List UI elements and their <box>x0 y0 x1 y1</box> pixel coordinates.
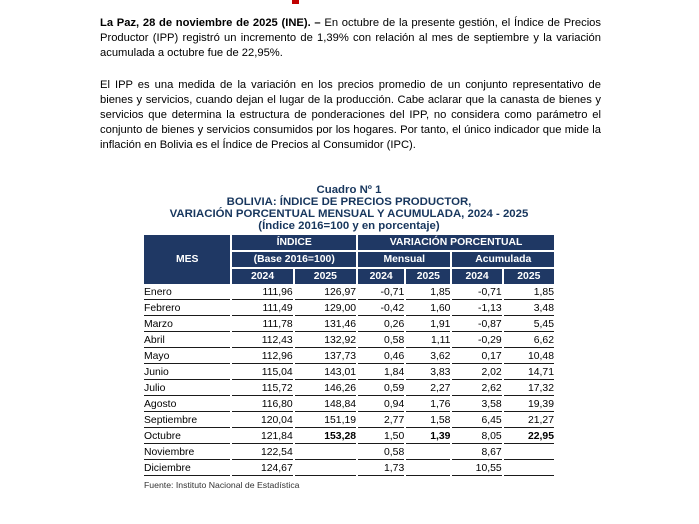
value-cell: 10,48 <box>504 350 554 364</box>
header-year-indice-2025: 2025 <box>295 269 356 284</box>
header-year-mensual-2025: 2025 <box>406 269 450 284</box>
value-cell: 2,77 <box>358 414 404 428</box>
value-cell <box>295 446 356 460</box>
table-row <box>144 446 554 460</box>
table-row <box>144 286 554 300</box>
header-year-indice-2024: 2024 <box>232 269 292 284</box>
month-cell: Diciembre <box>144 462 230 476</box>
intro-paragraph-1 <box>100 16 601 61</box>
value-cell: 6,45 <box>452 414 501 428</box>
value-cell: 1,85 <box>504 286 554 300</box>
value-cell: 1,50 <box>358 430 404 444</box>
month-cell: Junio <box>144 366 230 380</box>
value-cell: -0,71 <box>452 286 501 300</box>
header-variacion-porcentual: VARIACIÓN PORCENTUAL <box>358 235 554 250</box>
value-cell: 2,27 <box>406 382 450 396</box>
cuadro-1-section <box>142 185 556 490</box>
value-cell: 132,92 <box>295 334 356 348</box>
value-cell: 0,58 <box>358 446 404 460</box>
value-cell: 148,84 <box>295 398 356 412</box>
value-cell-highlight: 153,28 <box>295 430 356 444</box>
table-row-octubre <box>144 430 554 444</box>
month-cell: Mayo <box>144 350 230 364</box>
value-cell: 146,26 <box>295 382 356 396</box>
header-base-2016: (Base 2016=100) <box>232 252 356 267</box>
value-cell: 0,46 <box>358 350 404 364</box>
table-row <box>144 462 554 476</box>
value-cell: 126,97 <box>295 286 356 300</box>
month-cell: Febrero <box>144 302 230 316</box>
value-cell: 0,17 <box>452 350 501 364</box>
header-year-mensual-2024: 2024 <box>358 269 404 284</box>
month-cell: Noviembre <box>144 446 230 460</box>
value-cell: 3,83 <box>406 366 450 380</box>
value-cell: 116,80 <box>232 398 292 412</box>
value-cell: 0,94 <box>358 398 404 412</box>
month-cell: Enero <box>144 286 230 300</box>
value-cell: 0,26 <box>358 318 404 332</box>
month-cell: Septiembre <box>144 414 230 428</box>
value-cell: 1,85 <box>406 286 450 300</box>
header-year-acumulada-2024: 2024 <box>452 269 501 284</box>
header-year-acumulada-2025: 2025 <box>504 269 554 284</box>
value-cell: 112,43 <box>232 334 292 348</box>
table-row <box>144 334 554 348</box>
table-title-line-3: VARIACIÓN PORCENTUAL MENSUAL Y ACUMULADA, 2024 - 2025 <box>169 207 529 220</box>
value-cell: 2,02 <box>452 366 501 380</box>
value-cell: 21,27 <box>504 414 554 428</box>
value-cell: 10,55 <box>452 462 501 476</box>
value-cell: 143,01 <box>295 366 356 380</box>
value-cell: 121,84 <box>232 430 292 444</box>
value-cell: 3,48 <box>504 302 554 316</box>
table-row <box>144 318 554 332</box>
value-cell: 112,96 <box>232 350 292 364</box>
value-cell: 120,04 <box>232 414 292 428</box>
header-acumulada: Acumulada <box>452 252 554 267</box>
value-cell: 3,62 <box>406 350 450 364</box>
table-row <box>144 302 554 316</box>
value-cell: 115,72 <box>232 382 292 396</box>
value-cell: 5,45 <box>504 318 554 332</box>
value-cell-highlight: 1,39 <box>406 430 450 444</box>
value-cell: 137,73 <box>295 350 356 364</box>
value-cell: 1,91 <box>406 318 450 332</box>
value-cell: 3,58 <box>452 398 501 412</box>
value-cell: 111,49 <box>232 302 292 316</box>
value-cell: 0,59 <box>358 382 404 396</box>
intro-section <box>100 16 601 153</box>
table-title-line-1: Cuadro Nº 1 <box>316 184 382 196</box>
value-cell: 129,00 <box>295 302 356 316</box>
ipp-table <box>142 233 556 478</box>
value-cell: -0,87 <box>452 318 501 332</box>
value-cell: 111,96 <box>232 286 292 300</box>
table-title-line-4: (Índice 2016=100 y en porcentaje) <box>258 219 440 232</box>
value-cell: 124,67 <box>232 462 292 476</box>
value-cell-highlight: 22,95 <box>504 430 554 444</box>
value-cell: -1,13 <box>452 302 501 316</box>
value-cell <box>504 446 554 460</box>
value-cell: 8,67 <box>452 446 501 460</box>
value-cell: 1,84 <box>358 366 404 380</box>
table-title-line-2: BOLIVIA: ÍNDICE DE PRECIOS PRODUCTOR, <box>226 195 472 208</box>
value-cell: 1,60 <box>406 302 450 316</box>
value-cell: 8,05 <box>452 430 501 444</box>
table-row <box>144 382 554 396</box>
value-cell <box>406 446 450 460</box>
value-cell: 1,76 <box>406 398 450 412</box>
table-row <box>144 350 554 364</box>
header-indice: ÍNDICE <box>232 235 356 250</box>
intro-paragraph-2: El IPP es una medida de la variación en los precios promedio de un conjunto representativo de bienes y servicios, cuando dejan el lugar de la producción. Cabe aclarar que la canasta de bienes y servicios que determina la estructura de ponderaciones del IPP, no considera como parámetro el conjunto de bienes y servicios consumidos por los hogares. Por tanto, el único indicador que mide la inflación en Bolivia es el Índice de Precios al Consumidor (IPC). <box>100 79 601 151</box>
value-cell: 2,62 <box>452 382 501 396</box>
value-cell: 14,71 <box>504 366 554 380</box>
value-cell: 131,46 <box>295 318 356 332</box>
value-cell: 1,11 <box>406 334 450 348</box>
value-cell: 151,19 <box>295 414 356 428</box>
red-logo-fragment <box>292 0 299 4</box>
value-cell: 17,32 <box>504 382 554 396</box>
value-cell: 115,04 <box>232 366 292 380</box>
month-cell: Abril <box>144 334 230 348</box>
value-cell: 122,54 <box>232 446 292 460</box>
value-cell <box>504 462 554 476</box>
intro-paragraph-1-text: En octubre de la presente gestión, el Índice de Precios Productor (IPP) registró un incremento de 1,39% con relación al mes de septiembre y la variación acumulada a octubre fue de 22,95%. <box>100 17 601 59</box>
month-cell: Julio <box>144 382 230 396</box>
value-cell <box>295 462 356 476</box>
table-row <box>144 366 554 380</box>
value-cell: 1,58 <box>406 414 450 428</box>
table-row <box>144 414 554 428</box>
source-note: Fuente: Instituto Nacional de Estadística <box>144 479 300 490</box>
ipp-table-body <box>144 286 554 476</box>
value-cell: 111,78 <box>232 318 292 332</box>
ipp-table-header <box>144 235 554 284</box>
dateline: La Paz, 28 de noviembre de 2025 (INE). – <box>100 17 321 29</box>
month-cell: Agosto <box>144 398 230 412</box>
table-row <box>144 398 554 412</box>
value-cell: 1,73 <box>358 462 404 476</box>
value-cell: -0,42 <box>358 302 404 316</box>
value-cell <box>406 462 450 476</box>
header-mes: MES <box>144 235 230 284</box>
table-title <box>142 185 556 233</box>
value-cell: -0,71 <box>358 286 404 300</box>
value-cell: -0,29 <box>452 334 501 348</box>
month-cell: Marzo <box>144 318 230 332</box>
header-mensual: Mensual <box>358 252 450 267</box>
value-cell: 0,58 <box>358 334 404 348</box>
month-cell: Octubre <box>144 430 230 444</box>
value-cell: 6,62 <box>504 334 554 348</box>
value-cell: 19,39 <box>504 398 554 412</box>
